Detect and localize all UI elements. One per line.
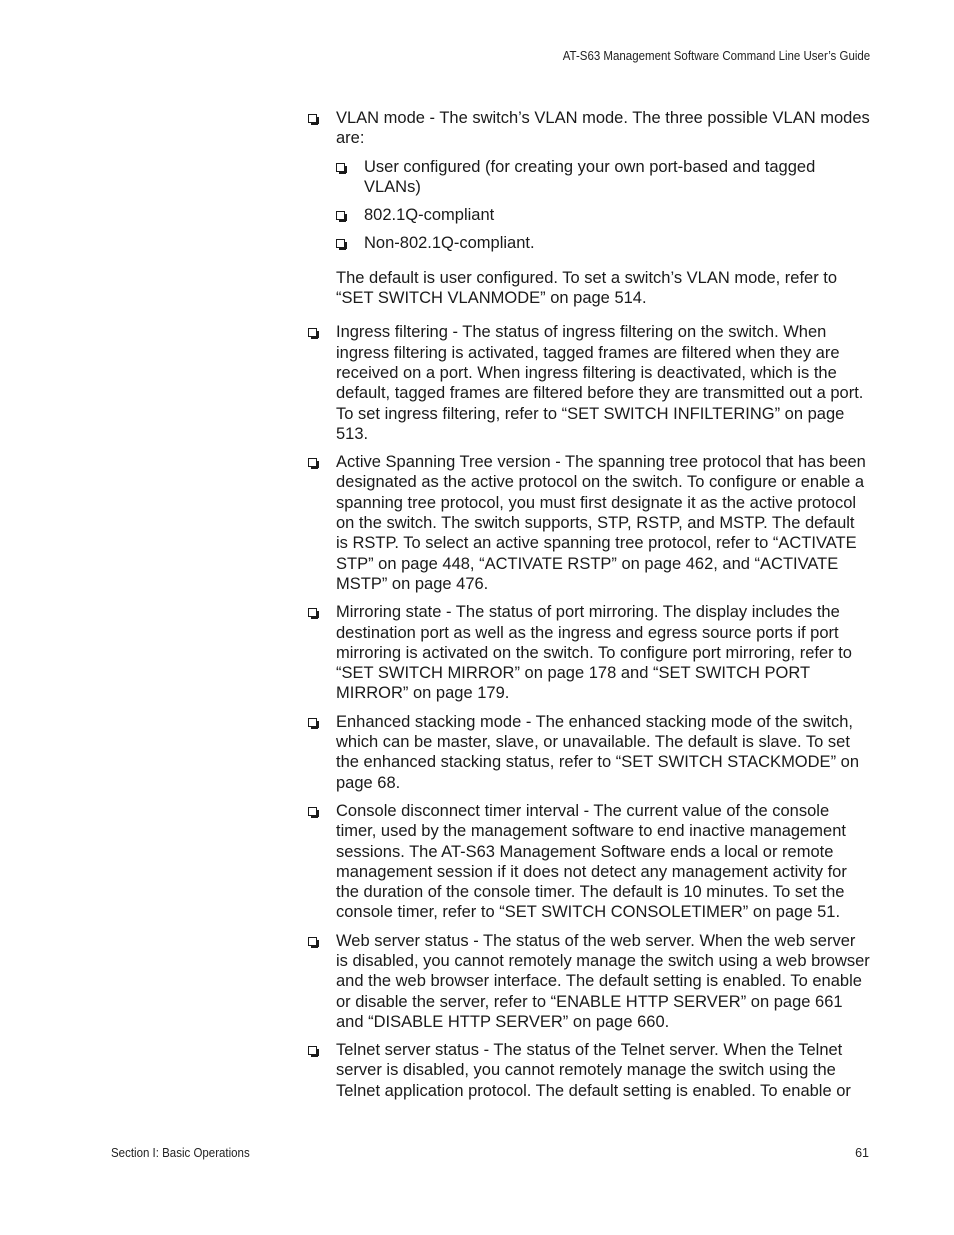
list-item-text: Web server status - The status of the web server. When the web server is disabled, you cannot remotely manage the switch using a web browser and the web browser interface. The default setting is enabled. To enable or disable the server, refer to “ENABLE HTTP SERVER” on page 661 and “DISABLE HTTP SERVER” on page 660. (336, 931, 870, 1031)
list-item-text: Mirroring state - The status of port mirroring. The display includes the destination port as well as the ingress and egress source ports if port mirroring is activated on the switch. To configure port mirroring, refer to “SET SWITCH MIRROR” on page 178 and “SET SWITCH PORT MIRROR” on page 179. (336, 603, 852, 703)
list-item-text: VLAN mode - The switch’s VLAN mode. The three possible VLAN modes are: (336, 109, 870, 148)
bullet-icon (336, 163, 345, 172)
list-item-vlan-mode (308, 108, 870, 308)
list-item-mirroring-state (308, 602, 870, 703)
bullet-icon (308, 718, 317, 727)
vlan-mode-sublist (336, 157, 870, 254)
list-item-text: Active Spanning Tree version - The spanning tree protocol that has been designated as the active protocol on the switch. To configure or enable a spanning tree protocol, you must first designate it as the active protocol on the switch. The switch supports, STP, RSTP, and MSTP. The default is RSTP. To select an active spanning tree protocol, refer to “ACTIVATE STP” on page 448, “ACTIVATE RSTP” on page 462, and “ACTIVATE MSTP” on page 476. (336, 453, 866, 593)
bullet-icon (336, 239, 345, 248)
list-item-text: Enhanced stacking mode - The enhanced stacking mode of the switch, which can be master, slave, or unavailable. The default is slave. To set the enhanced stacking status, refer to “SET SWITCH STACKMODE” on page 68. (336, 712, 859, 792)
page-number: 61 (855, 1146, 869, 1160)
bullet-icon (336, 211, 345, 220)
page-content (308, 108, 870, 1109)
bullet-icon (308, 328, 317, 337)
sublist-item-text: User configured (for creating your own port-based and tagged VLANs) (364, 157, 816, 196)
list-item-console-timer (308, 801, 870, 923)
bullet-icon (308, 114, 317, 123)
bullet-icon (308, 608, 317, 617)
bullet-icon (308, 1046, 317, 1055)
sublist-item (336, 157, 870, 198)
vlan-mode-note: The default is user configured. To set a switch’s VLAN mode, refer to “SET SWITCH VLANMODE” on page 514. (336, 268, 838, 308)
list-item-web-server (308, 931, 870, 1032)
list-item-telnet-server (308, 1040, 870, 1101)
list-item-text: Console disconnect timer interval - The current value of the console timer, used by the management software to end inactive management sessions. The AT-S63 Management Software ends a local or remote management session if it does not detect any management activity for the duration of the console timer. The default is 10 minutes. To set the console timer, refer to “SET SWITCH CONSOLETIMER” on page 51. (336, 801, 847, 922)
list-item-stacking-mode (308, 712, 870, 793)
bullet-icon (308, 807, 317, 816)
running-header: AT-S63 Management Software Command Line User’s Guide (562, 49, 870, 63)
list-item-text: Ingress filtering - The status of ingress filtering on the switch. When ingress filtering is activated, tagged frames are filtered when they are received on a port. When ingress filtering is deactivated, which is the default, tagged frames are filtered before they are transmitted out a port. To set ingress filtering, refer to “SET SWITCH INFILTERING” on page 513. (336, 323, 864, 443)
footer-section: Section I: Basic Operations (111, 1146, 250, 1160)
sublist-item-text: 802.1Q-compliant (364, 206, 495, 225)
list-item-text: Telnet server status - The status of the Telnet server. When the Telnet server is disabled, you cannot remotely manage the switch using the Telnet application protocol. The default setting is enabled. To enable or (336, 1041, 851, 1100)
sublist-item-text: Non-802.1Q-compliant. (364, 234, 535, 253)
list-item-ingress-filtering (308, 322, 870, 444)
sublist-item (336, 233, 870, 253)
bullet-icon (308, 937, 317, 946)
sublist-item (336, 205, 870, 225)
list-item-spanning-tree (308, 452, 870, 594)
bullet-icon (308, 458, 317, 467)
